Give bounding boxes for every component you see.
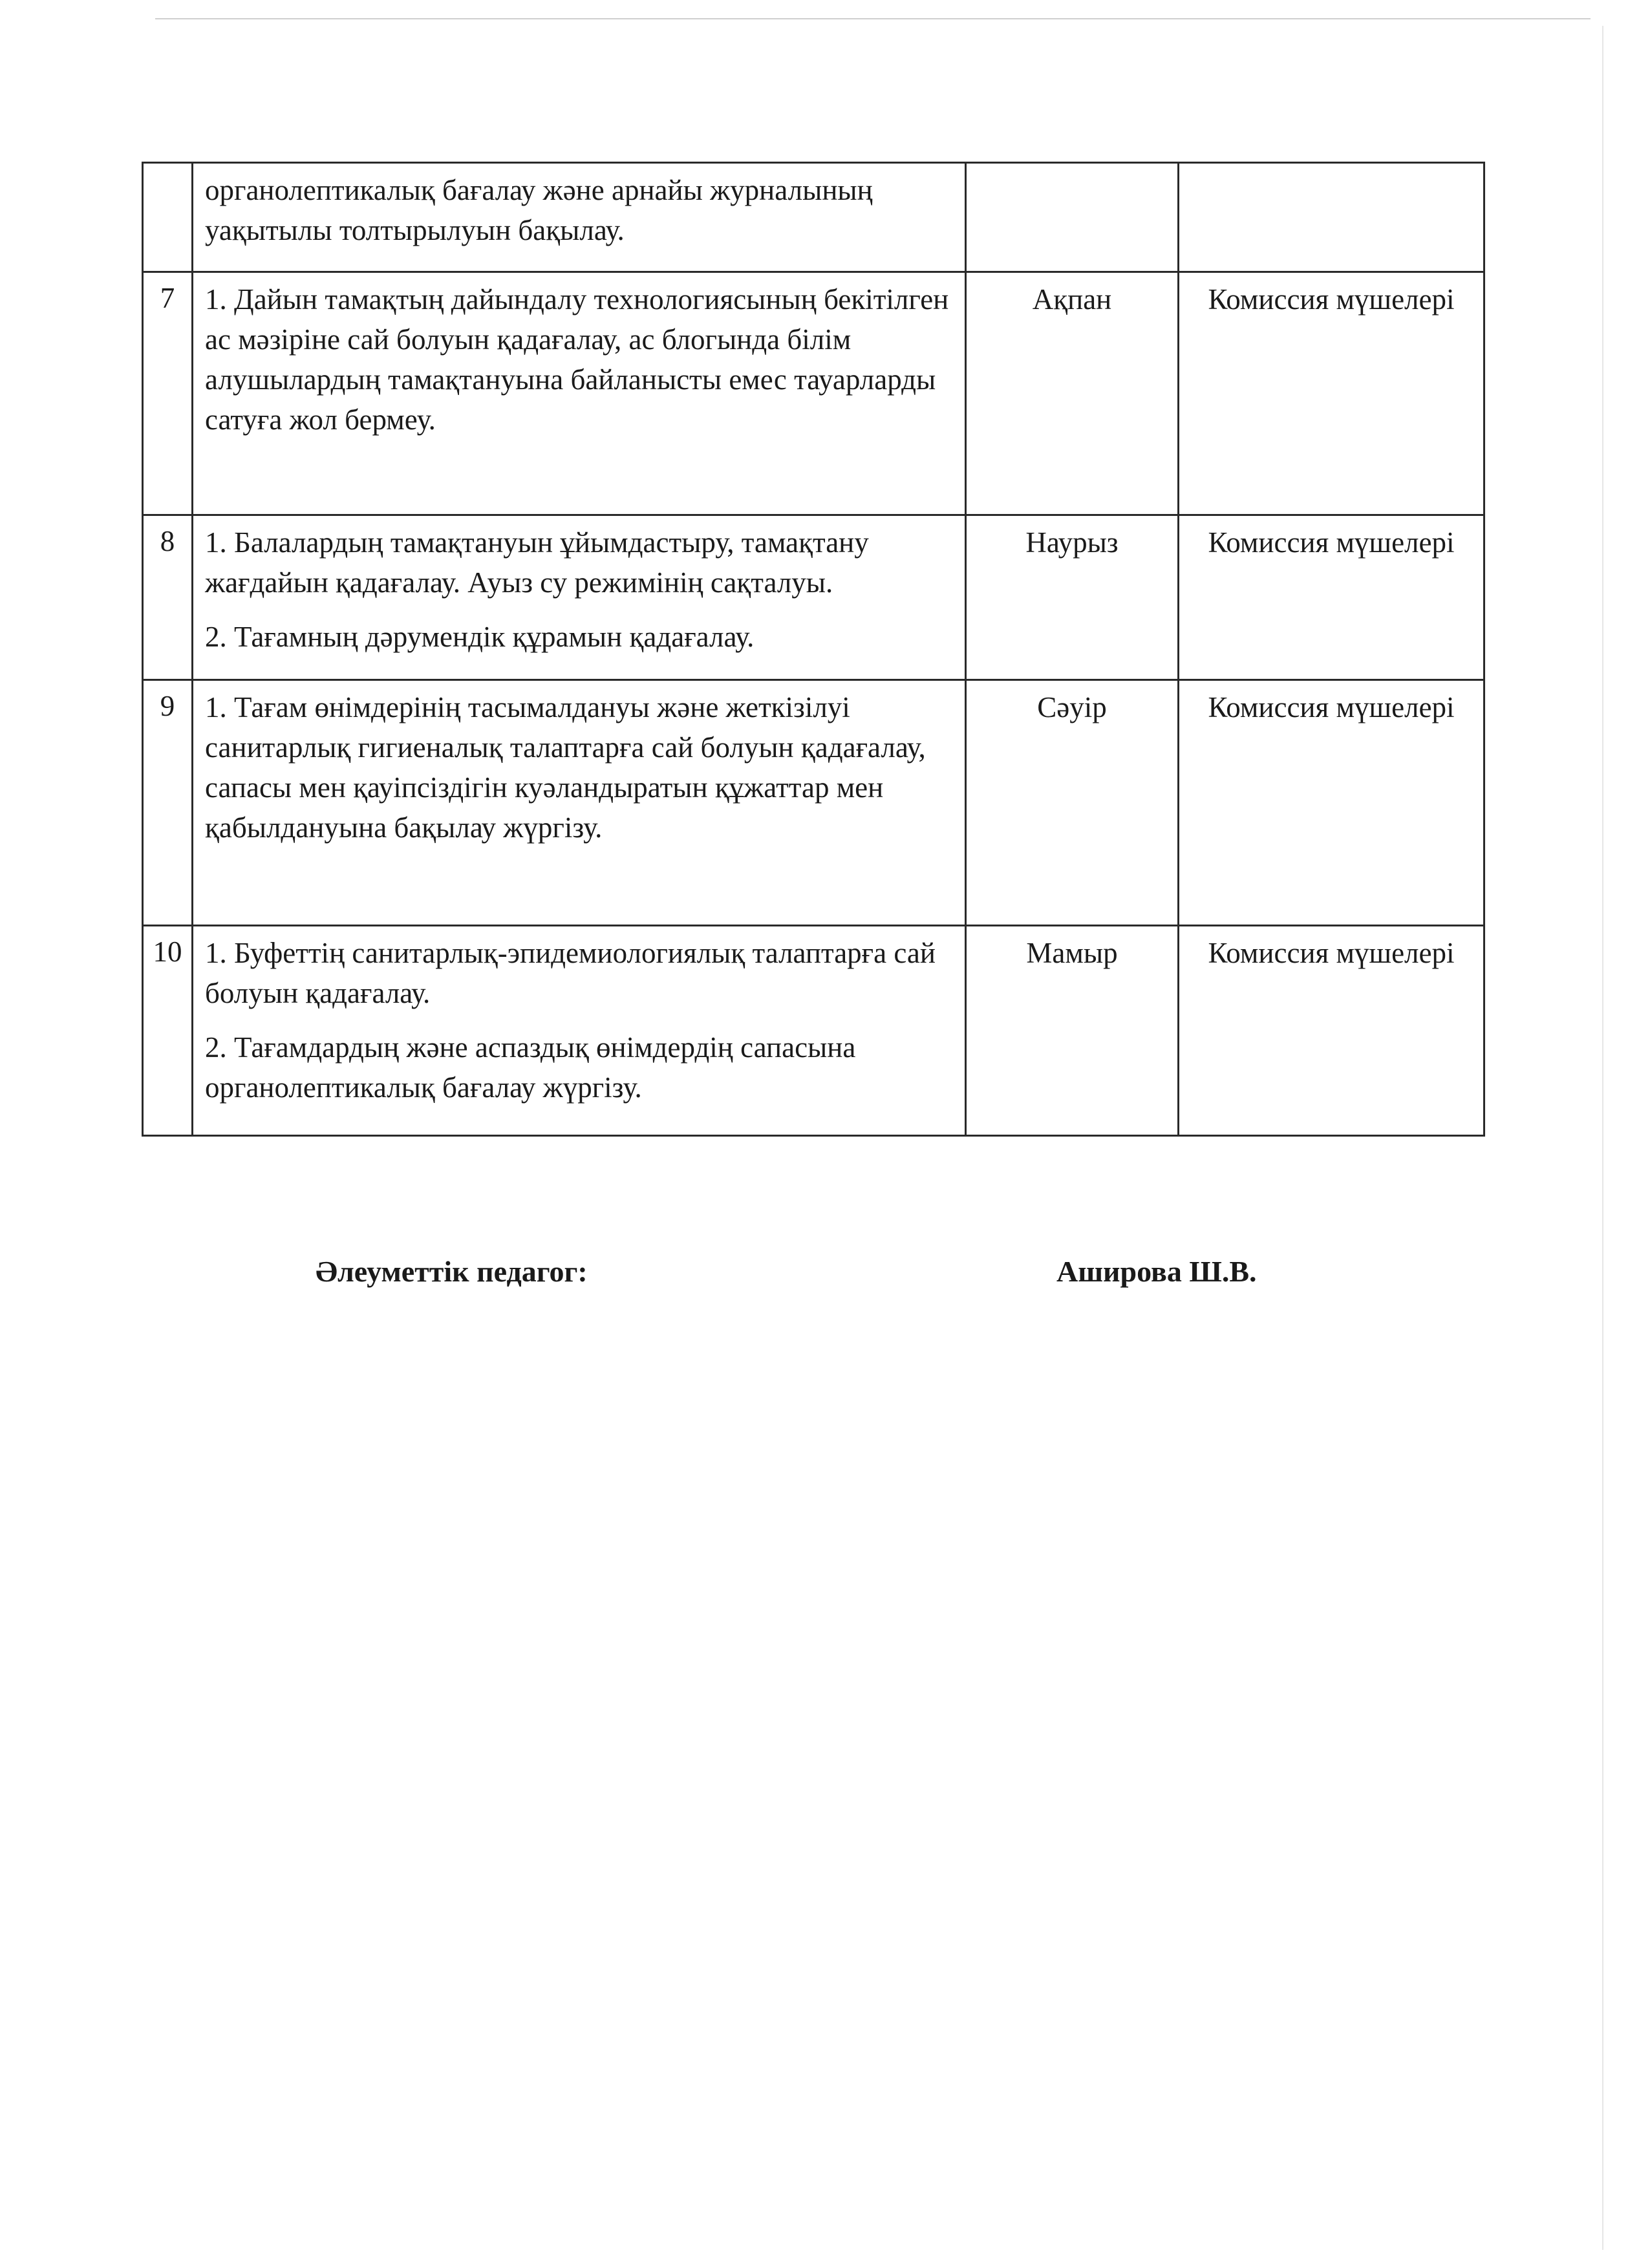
task-cell [193, 680, 966, 926]
responsible-cell [1179, 163, 1484, 272]
row-number [143, 163, 193, 272]
task-cell [193, 515, 966, 680]
table-row [143, 926, 1484, 1136]
task-text: органолептикалық бағалау және арнайы журналының уақытылы толтырылуын бақылау. [205, 174, 873, 246]
table-row [143, 680, 1484, 926]
task-text: 1. Тағам өнімдерінің тасымалдануы және жеткізілуі санитарлық гигиеналық талаптарға сай болуын қадағалау, сапасы мен қауіпсіздігін куәландыратын құжаттар мен қабылдануына бақылау жүргізу. [205, 691, 926, 844]
date-cell: Сәуір [966, 680, 1179, 926]
responsible-cell: Комиссия мүшелері [1179, 926, 1484, 1136]
date-cell [966, 163, 1179, 272]
responsible-cell: Комиссия мүшелері [1179, 515, 1484, 680]
table-row [143, 272, 1484, 515]
responsible-cell: Комиссия мүшелері [1179, 272, 1484, 515]
scan-edge-line [1602, 26, 1603, 2250]
row-number: 7 [143, 272, 193, 515]
date-cell: Ақпан [966, 272, 1179, 515]
table-row [143, 515, 1484, 680]
row-number: 8 [143, 515, 193, 680]
signature-name: Аширова Ш.В. [1056, 1255, 1257, 1288]
responsible-cell: Комиссия мүшелері [1179, 680, 1484, 926]
task-cell [193, 272, 966, 515]
date-cell: Мамыр [966, 926, 1179, 1136]
task-text: 1. Дайын тамақтың дайындалу технологиясының бекітілген ас мәзіріне сай болуын қадағалау, ас блогында білім алушылардың тамақтануына байланысты емес тауарларды сатуға жол бермеу. [205, 283, 949, 436]
task-text: 1. Буфеттің санитарлық-эпидемиологиялық талаптарға сай болуын қадағалау. [205, 937, 936, 1009]
scan-edge-line [155, 18, 1591, 19]
signature-role: Әлеуметтік педагог: [316, 1255, 588, 1288]
table-row [143, 163, 1484, 272]
task-text: 2. Тағамдардың және аспаздық өнімдердің сапасына органолептикалық бағалау жүргізу. [205, 1031, 856, 1104]
row-number: 9 [143, 680, 193, 926]
task-cell [193, 163, 966, 272]
task-text: 1. Балалардың тамақтануын ұйымдастыру, тамақтану жағдайын қадағалау. Ауыз су режимінің сақталуы. [205, 526, 869, 599]
task-text: 2. Тағамның дәрумендік құрамын қадағалау. [205, 621, 755, 653]
date-cell: Наурыз [966, 515, 1179, 680]
plan-table [142, 162, 1485, 1137]
task-cell [193, 926, 966, 1136]
row-number: 10 [143, 926, 193, 1136]
